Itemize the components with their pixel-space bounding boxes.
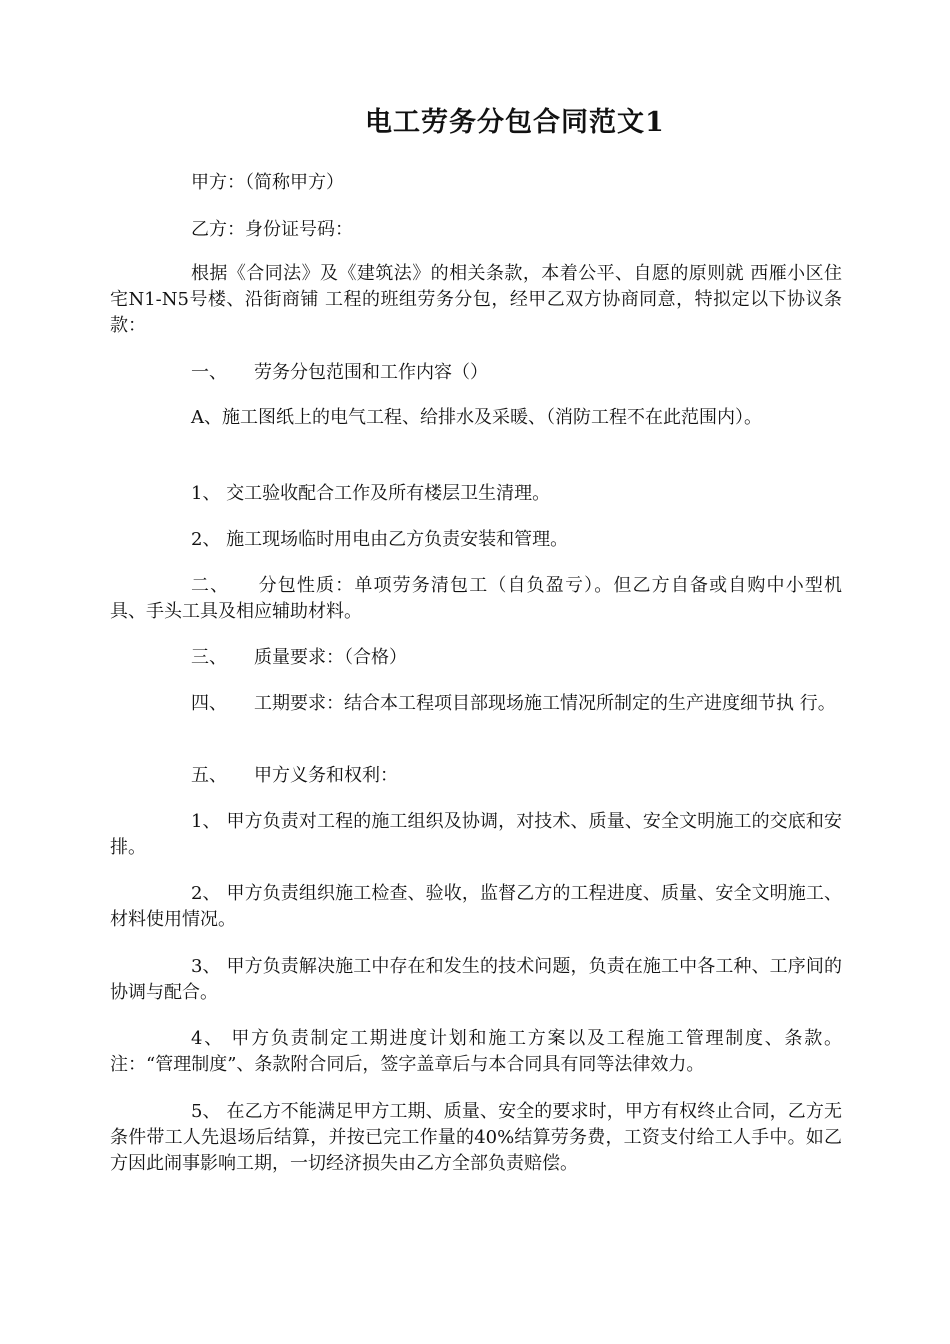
paragraph-section-3: 三、 质量要求：（合格）	[191, 647, 407, 668]
paragraph-duty-5: 5、 在乙方不能满足甲方工期、质量、安全的要求时，甲方有权终止合同，乙方无条件带工人先退场后结算，并按已完工作量的40%结算劳务费，工资支付给工人手中。如乙方因此闹事影响工期，一切经济损失由乙方全部负责赔偿。	[110, 1101, 842, 1174]
paragraph-section-1: 一、 劳务分包范围和工作内容（）	[191, 362, 488, 383]
paragraph-item-a: A、施工图纸上的电气工程、给排水及采暖、（消防工程不在此范围内）。	[191, 407, 762, 428]
paragraph-section-2: 二、 分包性质：单项劳务清包工（自负盈亏）。但乙方自备或自购中小型机 具、手头工具及相应辅助材料。	[110, 575, 842, 622]
paragraph-section-5: 五、 甲方义务和权利：	[191, 765, 398, 786]
paragraph-duty-2: 2、 甲方负责组织施工检查、验收，监督乙方的工程进度、质量、安全文明施工、材料使用情况。	[110, 883, 842, 930]
document-title: 电工劳务分包合同范文1	[365, 107, 665, 138]
paragraph-party-a: 甲方：（简称甲方）	[191, 172, 344, 193]
paragraph-duty-1: 1、 甲方负责对工程的施工组织及协调，对技术、质量、安全文明施工的交底和安排。	[110, 811, 842, 858]
paragraph-duty-4: 4、 甲方负责制定工期进度计划和施工方案以及工程施工管理制度、条款。注：“管理制度”、条款附合同后，签字盖章后与本合同具有同等法律效力。	[110, 1028, 842, 1075]
paragraph-preamble: 根据《合同法》及《建筑法》的相关条款，本着公平、自愿的原则就 西雁小区住宅N1-N5号楼、沿街商铺 工程的班组劳务分包，经甲乙双方协商同意，特拟定以下协议条款：	[110, 263, 842, 336]
paragraph-item-1: 1、 交工验收配合工作及所有楼层卫生清理。	[191, 483, 551, 504]
paragraph-duty-3: 3、 甲方负责解决施工中存在和发生的技术问题，负责在施工中各工种、工序间的协调与配合。	[110, 956, 842, 1003]
paragraph-party-b: 乙方：身份证号码：	[191, 219, 353, 240]
paragraph-item-2: 2、 施工现场临时用电由乙方负责安装和管理。	[191, 529, 569, 550]
paragraph-section-4: 四、 工期要求：结合本工程项目部现场施工情况所制定的生产进度细节执 行。	[191, 693, 836, 714]
